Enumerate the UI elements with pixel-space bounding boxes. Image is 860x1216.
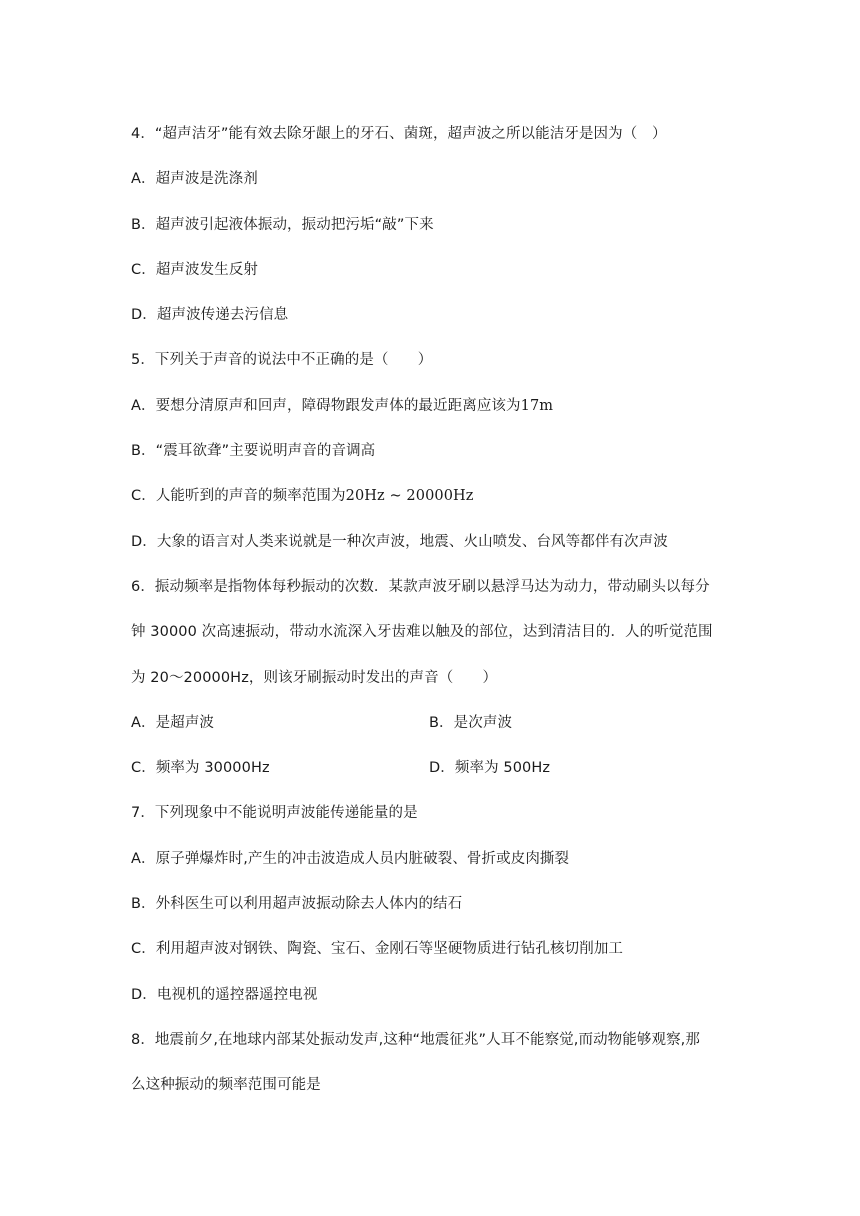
question-5-option-c (131, 474, 743, 519)
question-5-option-d: D．大象的语言对人类来说就是一种次声波，地震、火山喷发、台风等都伴有次声波 (131, 533, 668, 550)
question-4-stem: 4．“超声洁牙”能有效去除牙龈上的牙石、菌斑，超声波之所以能洁牙是因为（ ） (131, 126, 667, 142)
question-4-option-c: C．超声波发生反射 (131, 261, 259, 278)
question-7-option-a: A．原子弹爆炸时,产生的冲击波造成人员内脏破裂、骨折或皮肉撕裂 (131, 850, 570, 867)
question-6-stem-line-1: 6．振动频率是指物体每秒振动的次数．某款声波牙刷以悬浮马达为动力，带动刷头以每分 (131, 578, 710, 595)
question-list (131, 112, 743, 1109)
question-4-option-d: D．超声波传递去污信息 (131, 307, 289, 324)
question-7-option-c: C．利用超声波对钢铁、陶瓷、宝石、金刚石等坚硬物质进行钻孔核切削加工 (131, 941, 624, 958)
question-6-stem-line-2: 钟 30000 次高速振动，带动水流深入牙齿难以触及的部位，达到清洁目的．人的听觉范围 (131, 624, 713, 641)
question-5-option-c-text: C．人能听到的声音的频率范围为 (131, 488, 346, 505)
question-7-option-b: B．外科医生可以利用超声波振动除去人体内的结石 (131, 896, 463, 913)
question-5-stem: 5．下列关于声音的说法中不正确的是（ ） (131, 352, 433, 369)
question-5-option-a-value: 17m (520, 397, 554, 414)
question-5-option-c-value: 20Hz ~ 20000Hz (345, 488, 474, 505)
question-5-option-a (131, 384, 743, 429)
question-8-stem-line-2: 么这种振动的频率范围可能是 (131, 1077, 321, 1094)
question-5-option-a-text: A．要想分清原声和回声，障碍物跟发声体的最近距离应该为 (131, 397, 521, 414)
question-7-stem: 7．下列现象中不能说明声波能传递能量的是 (131, 805, 418, 822)
question-6-option-a: A．是超声波 (131, 714, 215, 731)
question-6-options-row-2 (131, 746, 743, 791)
question-4-option-b: B．超声波引起液体振动，振动把污垢“敲”下来 (131, 216, 434, 233)
question-6-stem-line-3: 为 20～20000Hz，则该牙刷振动时发出的声音（ ） (131, 669, 498, 686)
question-5-option-b: B．“震耳欲聋”主要说明声音的音调高 (131, 443, 376, 460)
question-6-options-row-1 (131, 701, 743, 746)
question-8-stem-line-1: 8．地震前夕,在地球内部某处振动发声,这种“地震征兆”人耳不能察觉,而动物能够观察,那 (131, 1031, 700, 1048)
question-6-option-c: C．频率为 30000Hz (131, 760, 270, 777)
question-4-option-a: A．超声波是洗涤剂 (131, 171, 258, 188)
question-6-option-b: B．是次声波 (429, 714, 513, 731)
question-7-option-d: D．电视机的遥控器遥控电视 (131, 986, 318, 1003)
question-6-option-d: D．频率为 500Hz (429, 760, 551, 777)
